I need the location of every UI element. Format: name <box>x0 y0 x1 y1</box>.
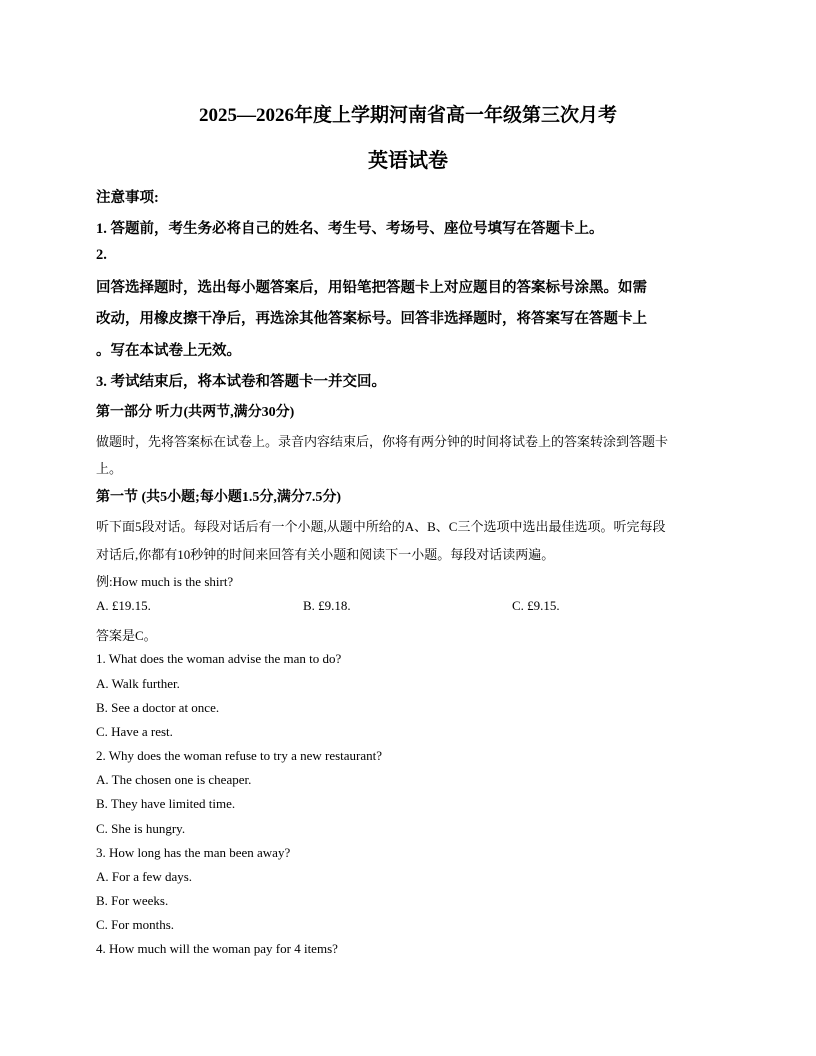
part-one-instruction-line-1: 做题时，先将答案标在试卷上。录音内容结束后，你将有两分钟的时间将试卷上的答案转涂到答题卡 <box>96 434 669 449</box>
part-one-heading: 第一部分 听力(共两节,满分30分) <box>96 405 295 420</box>
section-one-instruction-line-2: 对话后,你都有10秒钟的时间来回答有关小题和阅读下一小题。每段对话读两遍。 <box>96 547 555 562</box>
notice-item-2-line-2: 改动，用橡皮擦干净后，再选涂其他答案标号。回答非选择题时，将答案写在答题卡上 <box>96 311 647 327</box>
notice-item-2-line-1: 回答选择题时，选出每小题答案后，用铅笔把答题卡上对应题目的答案标号涂黑。如需 <box>96 280 647 296</box>
question-2-option-b: B. They have limited time. <box>96 796 236 811</box>
question-3-option-c: C. For months. <box>96 917 175 932</box>
question-3-option-a: A. For a few days. <box>96 869 193 884</box>
question-1-option-a: A. Walk further. <box>96 676 180 691</box>
question-2-option-a: A. The chosen one is cheaper. <box>96 772 252 787</box>
question-1-option-b: B. See a doctor at once. <box>96 700 220 715</box>
notice-item-2-number: 2. <box>96 247 107 263</box>
question-1: 1. What does the woman advise the man to do? <box>96 651 342 666</box>
notice-heading: 注意事项: <box>96 190 159 206</box>
example-question: 例:How much is the shirt? <box>96 574 234 589</box>
exam-title: 2025—2026年度上学期河南省高一年级第三次月考 <box>198 105 617 126</box>
question-2: 2. Why does the woman refuse to try a new restaurant? <box>96 748 383 763</box>
notice-item-3: 3. 考试结束后，将本试卷和答题卡一并交回。 <box>96 374 386 390</box>
example-answer: 答案是C。 <box>96 628 157 643</box>
section-one-heading: 第一节 (共5小题;每小题1.5分,满分7.5分) <box>96 490 341 505</box>
example-option-a: A. £19.15. <box>96 598 151 613</box>
question-3: 3. How long has the man been away? <box>96 845 291 860</box>
question-4: 4. How much will the woman pay for 4 items? <box>96 941 338 956</box>
exam-subject: 英语试卷 <box>368 150 448 172</box>
question-1-option-c: C. Have a rest. <box>96 724 173 739</box>
question-3-option-b: B. For weeks. <box>96 893 169 908</box>
section-one-instruction-line-1: 听下面5段对话。每段对话后有一个小题,从题中所给的A、B、C三个选项中选出最佳选项。听完每段 <box>96 519 666 534</box>
part-one-instruction-line-2: 上。 <box>96 461 123 476</box>
example-option-c: C. £9.15. <box>512 598 560 613</box>
notice-item-1: 1. 答题前，考生务必将自己的姓名、考生号、考场号、座位号填写在答题卡上。 <box>96 221 604 237</box>
notice-item-2-line-3: 。写在本试卷上无效。 <box>96 343 241 359</box>
question-2-option-c: C. She is hungry. <box>96 821 186 836</box>
example-option-b: B. £9.18. <box>303 598 351 613</box>
